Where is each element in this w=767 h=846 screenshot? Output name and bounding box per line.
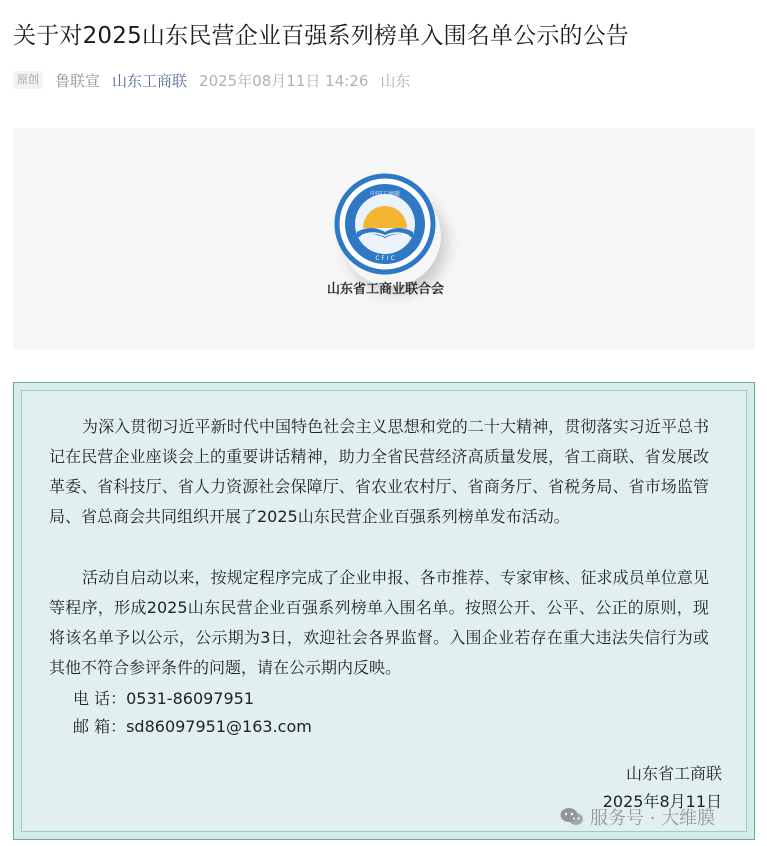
banner-caption: 山东省工商业联合会: [326, 282, 444, 297]
contact-email: 邮 箱：sd86097951@163.com: [73, 717, 312, 736]
notice-paragraph-1: 为深入贯彻习近平新时代中国特色社会主义思想和党的二十大精神，贯彻落实习近平总书记在民营企业座谈会上的重要讲话精神，助力全省民营经济高质量发展，省工商联、省发展改革委、省科技厅、省人力资源社会保障厅、省农业农村厅、省商务厅、省税务局、省市场监管局、省总商会共同组织开展了2025山东民营企业百强系列榜单发布活动。: [49, 417, 709, 526]
original-badge: 原创: [13, 71, 43, 89]
account-link[interactable]: 山东工商联: [112, 71, 188, 90]
watermark-text: 服务号 · 大维膜: [590, 808, 716, 829]
logo-top-text: 中国工商联: [369, 191, 401, 198]
contact-phone: 电 话：0531-86097951: [73, 689, 255, 708]
publish-datetime: 2025年08月11日 14:26: [199, 71, 369, 90]
article-title: 关于对2025山东民营企业百强系列榜单入围名单公示的公告: [13, 23, 630, 49]
wechat-icon: [560, 807, 584, 827]
acfic-emblem-icon: [333, 172, 437, 276]
article-meta: [13, 68, 410, 92]
logo-bottom-text: C F I C: [375, 255, 395, 262]
signature-date: 2025年8月11日: [602, 792, 722, 811]
publish-location: 山东: [380, 71, 411, 90]
signature-org: 山东省工商联: [625, 764, 722, 783]
watermark: [560, 804, 715, 830]
notice-paragraph-2: 活动自启动以来，按规定程序完成了企业申报、各市推荐、专家审核、征求成员单位意见等程序，形成2025山东民营企业百强系列榜单入围名单。按照公开、公平、公正的原则，现将该名单予以公示，公示期为3日，欢迎社会各界监督。入围企业若存在重大违法失信行为或其他不符合参评条件的问题，请在公示期内反映。: [49, 568, 709, 677]
author-name: 鲁联宣: [55, 71, 101, 90]
